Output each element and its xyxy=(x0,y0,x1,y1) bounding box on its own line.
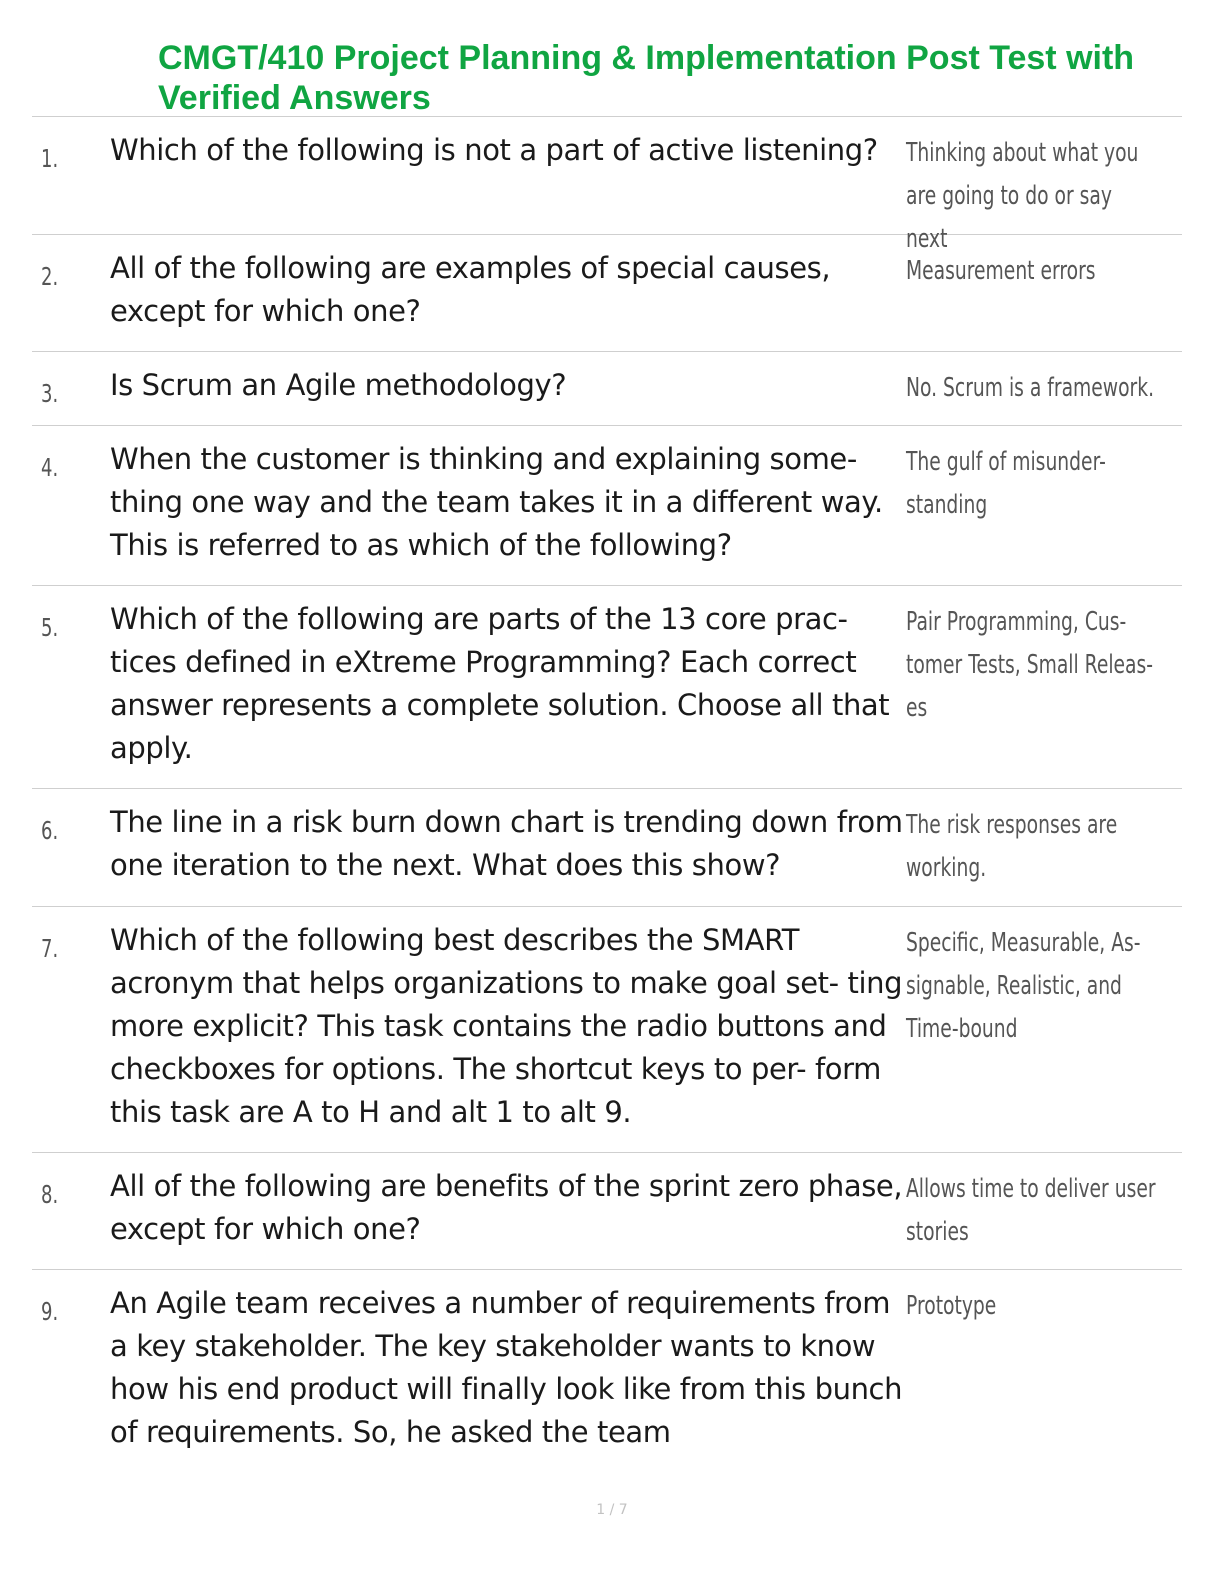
question-text: When the customer is thinking and explaining some- thing one way and the team takes it in a different way. This is referred to as which of the following? xyxy=(110,442,883,562)
question-text: Which of the following are parts of the 13 core prac- tices defined in eXtreme Programming? Each correct answer represents a complete solution. Choose all that apply. xyxy=(110,602,890,765)
question-number: 2. xyxy=(41,262,59,291)
answer-text: Specific, Measurable, As- signable, Realistic, and Time-bound xyxy=(906,928,1141,1044)
answer-text: Measurement errors xyxy=(906,256,1096,286)
question-number: 4. xyxy=(41,453,59,482)
qa-item xyxy=(32,1270,1182,1470)
qa-item xyxy=(32,352,1182,426)
qa-item xyxy=(32,907,1182,1153)
answer-text: Prototype xyxy=(906,1291,997,1321)
answer-text: The gulf of misunder- standing xyxy=(906,447,1106,520)
question-number: 1. xyxy=(41,144,59,173)
answer-text: No. Scrum is a framework. xyxy=(906,373,1155,403)
answer-text: Thinking about what you are going to do or say next xyxy=(906,138,1139,254)
question-text: An Agile team receives a number of requirements from a key stakeholder. The key stakeholder wants to know how his end product will finally look like from this bunch of requirements. So, he asked the team xyxy=(110,1286,903,1449)
answer-text: Pair Programming, Cus- tomer Tests, Small Releas- es xyxy=(906,607,1154,723)
question-text: Is Scrum an Agile methodology? xyxy=(110,368,567,402)
question-text: Which of the following is not a part of active listening? xyxy=(110,133,878,167)
qa-item xyxy=(32,1153,1182,1270)
question-number: 6. xyxy=(41,816,59,845)
qa-item xyxy=(32,426,1182,586)
document-title: CMGT/410 Project Planning & Implementation Post Test with Verified Answers xyxy=(158,39,1135,117)
question-number: 7. xyxy=(41,934,59,963)
qa-item xyxy=(32,586,1182,789)
question-number: 5. xyxy=(41,613,59,642)
qa-item xyxy=(32,235,1182,352)
qa-item xyxy=(32,789,1182,907)
qa-item xyxy=(32,117,1182,254)
question-number: 3. xyxy=(41,379,59,408)
answer-text: The risk responses are working. xyxy=(906,810,1118,883)
question-text: Which of the following best describes the SMART acronym that helps organizations to make goal set- ting more explicit? This task contains the radio buttons and checkboxes for options. The shortcut keys to per- form this task are A to H and alt 1 to alt 9. xyxy=(110,923,903,1129)
question-number: 8. xyxy=(41,1180,59,1209)
question-text: The line in a risk burn down chart is trending down from one iteration to the next. What does this show? xyxy=(110,805,903,882)
question-text: All of the following are examples of special causes, except for which one? xyxy=(110,251,831,328)
question-text: All of the following are benefits of the sprint zero phase, except for which one? xyxy=(110,1169,903,1246)
question-number: 9. xyxy=(41,1297,59,1326)
answer-text: Allows time to deliver user stories xyxy=(906,1174,1156,1247)
qa-list xyxy=(32,116,1182,1470)
page-indicator: 1 / 7 xyxy=(596,1502,628,1518)
